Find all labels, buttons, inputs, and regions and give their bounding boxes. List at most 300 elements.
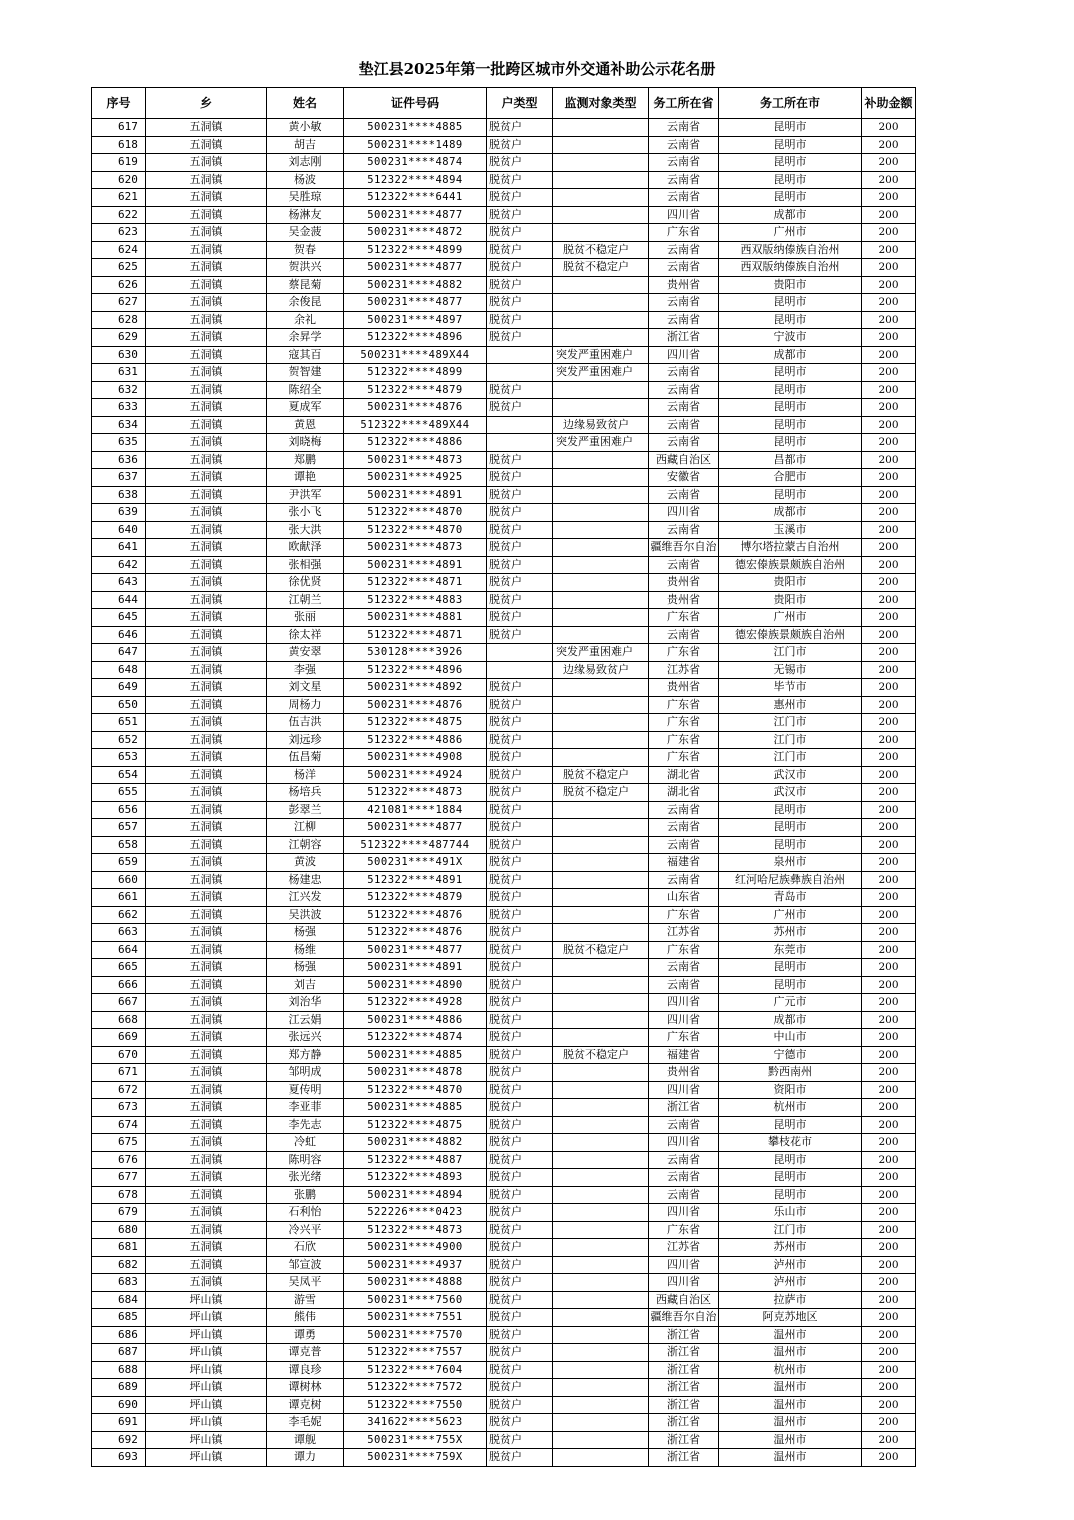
cell-monitor-type bbox=[553, 1186, 649, 1204]
cell-work-province: 云南省 bbox=[649, 136, 719, 154]
cell-work-city: 昌都市 bbox=[719, 451, 862, 469]
cell-amount: 200 bbox=[862, 294, 916, 312]
table-row bbox=[92, 1151, 916, 1169]
cell-household-type: 脱贫户 bbox=[487, 976, 553, 994]
cell-township: 五洞镇 bbox=[146, 941, 267, 959]
table-row bbox=[92, 661, 916, 679]
cell-household-type: 脱贫户 bbox=[487, 1449, 553, 1467]
cell-name: 胡吉 bbox=[267, 136, 344, 154]
table-row bbox=[92, 539, 916, 557]
cell-name: 吴金菠 bbox=[267, 224, 344, 242]
cell-id-number: 500231****4877 bbox=[344, 819, 487, 837]
cell-work-province: 四川省 bbox=[649, 1011, 719, 1029]
cell-work-province: 四川省 bbox=[649, 994, 719, 1012]
cell-amount: 200 bbox=[862, 224, 916, 242]
cell-id-number: 500231****4877 bbox=[344, 206, 487, 224]
table-row bbox=[92, 521, 916, 539]
cell-seq: 643 bbox=[92, 574, 146, 592]
cell-name: 邹明成 bbox=[267, 1064, 344, 1082]
cell-id-number: 530128****3926 bbox=[344, 644, 487, 662]
cell-seq: 687 bbox=[92, 1344, 146, 1362]
cell-work-province: 广东省 bbox=[649, 1029, 719, 1047]
cell-household-type: 脱贫户 bbox=[487, 1221, 553, 1239]
cell-name: 张丽 bbox=[267, 609, 344, 627]
table-row bbox=[92, 679, 916, 697]
cell-seq: 647 bbox=[92, 644, 146, 662]
cell-amount: 200 bbox=[862, 1029, 916, 1047]
cell-household-type: 脱贫户 bbox=[487, 574, 553, 592]
cell-township: 五洞镇 bbox=[146, 486, 267, 504]
cell-name: 谭舰 bbox=[267, 1431, 344, 1449]
cell-work-province: 浙江省 bbox=[649, 1344, 719, 1362]
cell-work-city: 昆明市 bbox=[719, 486, 862, 504]
cell-amount: 200 bbox=[862, 1116, 916, 1134]
cell-work-city: 昆明市 bbox=[719, 136, 862, 154]
cell-amount: 200 bbox=[862, 504, 916, 522]
cell-household-type: 脱贫户 bbox=[487, 906, 553, 924]
cell-amount: 200 bbox=[862, 714, 916, 732]
cell-township: 五洞镇 bbox=[146, 381, 267, 399]
cell-monitor-type bbox=[553, 696, 649, 714]
cell-work-province: 广东省 bbox=[649, 1221, 719, 1239]
cell-seq: 632 bbox=[92, 381, 146, 399]
table-row bbox=[92, 469, 916, 487]
cell-amount: 200 bbox=[862, 1204, 916, 1222]
cell-work-province: 浙江省 bbox=[649, 1361, 719, 1379]
table-row bbox=[92, 906, 916, 924]
cell-township: 五洞镇 bbox=[146, 119, 267, 137]
cell-id-number: 512322****4896 bbox=[344, 329, 487, 347]
cell-id-number: 500231****4877 bbox=[344, 259, 487, 277]
cell-work-city: 广州市 bbox=[719, 906, 862, 924]
cell-township: 坪山镇 bbox=[146, 1291, 267, 1309]
cell-household-type: 脱贫户 bbox=[487, 836, 553, 854]
cell-seq: 679 bbox=[92, 1204, 146, 1222]
cell-seq: 668 bbox=[92, 1011, 146, 1029]
cell-monitor-type: 脱贫不稳定户 bbox=[553, 1046, 649, 1064]
cell-monitor-type: 脱贫不稳定户 bbox=[553, 941, 649, 959]
cell-monitor-type: 边缘易致贫户 bbox=[553, 416, 649, 434]
cell-household-type: 脱贫户 bbox=[487, 1134, 553, 1152]
cell-work-city: 昆明市 bbox=[719, 1151, 862, 1169]
cell-work-province: 云南省 bbox=[649, 959, 719, 977]
cell-name: 李先志 bbox=[267, 1116, 344, 1134]
cell-work-province: 浙江省 bbox=[649, 1449, 719, 1467]
cell-id-number: 500231****4892 bbox=[344, 679, 487, 697]
cell-id-number: 500231****4873 bbox=[344, 539, 487, 557]
cell-amount: 200 bbox=[862, 1379, 916, 1397]
cell-monitor-type bbox=[553, 1379, 649, 1397]
cell-name: 冷兴平 bbox=[267, 1221, 344, 1239]
cell-township: 坪山镇 bbox=[146, 1396, 267, 1414]
cell-name: 江朝兰 bbox=[267, 591, 344, 609]
table-row bbox=[92, 959, 916, 977]
cell-seq: 676 bbox=[92, 1151, 146, 1169]
cell-name: 夏传明 bbox=[267, 1081, 344, 1099]
cell-work-city: 江门市 bbox=[719, 749, 862, 767]
cell-seq: 641 bbox=[92, 539, 146, 557]
table-row bbox=[92, 784, 916, 802]
cell-household-type bbox=[487, 416, 553, 434]
table-row bbox=[92, 1134, 916, 1152]
cell-id-number: 421081****1884 bbox=[344, 801, 487, 819]
cell-household-type: 脱贫户 bbox=[487, 1151, 553, 1169]
cell-monitor-type bbox=[553, 311, 649, 329]
cell-seq: 629 bbox=[92, 329, 146, 347]
cell-work-province: 云南省 bbox=[649, 976, 719, 994]
table-row bbox=[92, 819, 916, 837]
cell-township: 五洞镇 bbox=[146, 416, 267, 434]
cell-household-type: 脱贫户 bbox=[487, 241, 553, 259]
cell-township: 五洞镇 bbox=[146, 714, 267, 732]
cell-household-type: 脱贫户 bbox=[487, 1099, 553, 1117]
cell-seq: 665 bbox=[92, 959, 146, 977]
cell-work-city: 广州市 bbox=[719, 609, 862, 627]
cell-work-city: 昆明市 bbox=[719, 364, 862, 382]
cell-name: 刘远珍 bbox=[267, 731, 344, 749]
cell-work-city: 乐山市 bbox=[719, 1204, 862, 1222]
cell-township: 五洞镇 bbox=[146, 136, 267, 154]
cell-household-type: 脱贫户 bbox=[487, 504, 553, 522]
cell-amount: 200 bbox=[862, 574, 916, 592]
cell-seq: 688 bbox=[92, 1361, 146, 1379]
cell-monitor-type bbox=[553, 1396, 649, 1414]
column-header-work-province: 务工所在省 bbox=[649, 88, 719, 119]
cell-seq: 618 bbox=[92, 136, 146, 154]
cell-work-province: 四川省 bbox=[649, 1274, 719, 1292]
cell-amount: 200 bbox=[862, 941, 916, 959]
cell-id-number: 512322****4886 bbox=[344, 434, 487, 452]
cell-household-type: 脱贫户 bbox=[487, 731, 553, 749]
cell-work-city: 泸州市 bbox=[719, 1274, 862, 1292]
cell-monitor-type bbox=[553, 994, 649, 1012]
cell-work-city: 昆明市 bbox=[719, 1169, 862, 1187]
cell-monitor-type bbox=[553, 889, 649, 907]
table-row bbox=[92, 329, 916, 347]
cell-township: 五洞镇 bbox=[146, 1239, 267, 1257]
cell-id-number: 512322****4871 bbox=[344, 626, 487, 644]
cell-name: 寇其百 bbox=[267, 346, 344, 364]
cell-id-number: 500231****4897 bbox=[344, 311, 487, 329]
table-row bbox=[92, 1396, 916, 1414]
table-row bbox=[92, 749, 916, 767]
cell-name: 黄小敏 bbox=[267, 119, 344, 137]
cell-monitor-type bbox=[553, 1011, 649, 1029]
cell-township: 五洞镇 bbox=[146, 784, 267, 802]
cell-township: 五洞镇 bbox=[146, 1081, 267, 1099]
cell-id-number: 500231****4877 bbox=[344, 294, 487, 312]
cell-monitor-type bbox=[553, 801, 649, 819]
table-row bbox=[92, 1256, 916, 1274]
table-row bbox=[92, 189, 916, 207]
cell-id-number: 512322****4879 bbox=[344, 381, 487, 399]
cell-work-province: 福建省 bbox=[649, 1046, 719, 1064]
cell-id-number: 500231****4925 bbox=[344, 469, 487, 487]
cell-household-type: 脱贫户 bbox=[487, 1011, 553, 1029]
cell-name: 谭艳 bbox=[267, 469, 344, 487]
cell-work-province: 西藏自治区 bbox=[649, 1291, 719, 1309]
cell-seq: 649 bbox=[92, 679, 146, 697]
cell-id-number: 512322****4875 bbox=[344, 1116, 487, 1134]
cell-name: 冷虹 bbox=[267, 1134, 344, 1152]
cell-monitor-type bbox=[553, 1274, 649, 1292]
cell-id-number: 500231****4885 bbox=[344, 119, 487, 137]
cell-amount: 200 bbox=[862, 1361, 916, 1379]
cell-work-city: 玉溪市 bbox=[719, 521, 862, 539]
cell-id-number: 512322****4899 bbox=[344, 364, 487, 382]
cell-seq: 636 bbox=[92, 451, 146, 469]
cell-work-city: 温州市 bbox=[719, 1396, 862, 1414]
cell-amount: 200 bbox=[862, 329, 916, 347]
table-row bbox=[92, 644, 916, 662]
cell-household-type: 脱贫户 bbox=[487, 189, 553, 207]
cell-monitor-type bbox=[553, 976, 649, 994]
cell-name: 余俊昆 bbox=[267, 294, 344, 312]
cell-work-province: 云南省 bbox=[649, 399, 719, 417]
cell-name: 刘晓梅 bbox=[267, 434, 344, 452]
cell-name: 刘治华 bbox=[267, 994, 344, 1012]
cell-work-province: 贵州省 bbox=[649, 276, 719, 294]
cell-work-city: 合肥市 bbox=[719, 469, 862, 487]
cell-work-province: 浙江省 bbox=[649, 329, 719, 347]
table-row bbox=[92, 854, 916, 872]
cell-amount: 200 bbox=[862, 994, 916, 1012]
table-row bbox=[92, 994, 916, 1012]
cell-household-type: 脱贫户 bbox=[487, 626, 553, 644]
table-row bbox=[92, 241, 916, 259]
cell-name: 石欣 bbox=[267, 1239, 344, 1257]
cell-township: 五洞镇 bbox=[146, 1221, 267, 1239]
cell-monitor-type bbox=[553, 521, 649, 539]
cell-name: 尹洪军 bbox=[267, 486, 344, 504]
cell-work-province: 江苏省 bbox=[649, 924, 719, 942]
cell-seq: 677 bbox=[92, 1169, 146, 1187]
cell-work-city: 昆明市 bbox=[719, 819, 862, 837]
cell-township: 五洞镇 bbox=[146, 276, 267, 294]
cell-work-province: 云南省 bbox=[649, 871, 719, 889]
table-row bbox=[92, 1361, 916, 1379]
cell-monitor-type: 突发严重困难户 bbox=[553, 346, 649, 364]
cell-work-city: 宁德市 bbox=[719, 1046, 862, 1064]
cell-household-type: 脱贫户 bbox=[487, 1064, 553, 1082]
cell-id-number: 500231****4873 bbox=[344, 451, 487, 469]
cell-work-city: 昆明市 bbox=[719, 154, 862, 172]
cell-name: 周杨力 bbox=[267, 696, 344, 714]
cell-household-type: 脱贫户 bbox=[487, 1186, 553, 1204]
cell-work-province: 广东省 bbox=[649, 731, 719, 749]
cell-work-province: 云南省 bbox=[649, 1151, 719, 1169]
cell-monitor-type bbox=[553, 1029, 649, 1047]
cell-work-province: 云南省 bbox=[649, 486, 719, 504]
cell-amount: 200 bbox=[862, 381, 916, 399]
cell-amount: 200 bbox=[862, 959, 916, 977]
cell-monitor-type: 突发严重困难户 bbox=[553, 434, 649, 452]
table-row bbox=[92, 119, 916, 137]
cell-name: 江云娟 bbox=[267, 1011, 344, 1029]
cell-seq: 638 bbox=[92, 486, 146, 504]
table-row bbox=[92, 346, 916, 364]
cell-amount: 200 bbox=[862, 1151, 916, 1169]
cell-work-city: 博尔塔拉蒙古自治州 bbox=[719, 539, 862, 557]
cell-id-number: 500231****4888 bbox=[344, 1274, 487, 1292]
cell-amount: 200 bbox=[862, 906, 916, 924]
cell-name: 李强 bbox=[267, 661, 344, 679]
cell-household-type: 脱贫户 bbox=[487, 451, 553, 469]
cell-monitor-type bbox=[553, 136, 649, 154]
cell-work-province: 浙江省 bbox=[649, 1396, 719, 1414]
table-row bbox=[92, 206, 916, 224]
cell-township: 坪山镇 bbox=[146, 1326, 267, 1344]
cell-household-type: 脱贫户 bbox=[487, 1029, 553, 1047]
cell-household-type bbox=[487, 644, 553, 662]
cell-household-type: 脱贫户 bbox=[487, 521, 553, 539]
cell-work-city: 温州市 bbox=[719, 1414, 862, 1432]
cell-seq: 693 bbox=[92, 1449, 146, 1467]
cell-amount: 200 bbox=[862, 854, 916, 872]
cell-name: 邹宣波 bbox=[267, 1256, 344, 1274]
cell-household-type: 脱贫户 bbox=[487, 276, 553, 294]
cell-work-city: 江门市 bbox=[719, 731, 862, 749]
cell-id-number: 512322****4876 bbox=[344, 924, 487, 942]
cell-id-number: 512322****4896 bbox=[344, 661, 487, 679]
cell-household-type: 脱贫户 bbox=[487, 749, 553, 767]
cell-monitor-type bbox=[553, 171, 649, 189]
cell-name: 游雪 bbox=[267, 1291, 344, 1309]
cell-monitor-type bbox=[553, 1169, 649, 1187]
cell-name: 江兴发 bbox=[267, 889, 344, 907]
cell-work-province: 云南省 bbox=[649, 836, 719, 854]
cell-township: 五洞镇 bbox=[146, 346, 267, 364]
cell-township: 五洞镇 bbox=[146, 906, 267, 924]
cell-monitor-type bbox=[553, 836, 649, 854]
cell-seq: 664 bbox=[92, 941, 146, 959]
cell-work-province: 广东省 bbox=[649, 906, 719, 924]
cell-amount: 200 bbox=[862, 1186, 916, 1204]
cell-household-type: 脱贫户 bbox=[487, 766, 553, 784]
cell-seq: 683 bbox=[92, 1274, 146, 1292]
cell-amount: 200 bbox=[862, 311, 916, 329]
table-row bbox=[92, 434, 916, 452]
cell-id-number: 500231****1489 bbox=[344, 136, 487, 154]
cell-name: 张相强 bbox=[267, 556, 344, 574]
cell-work-province: 云南省 bbox=[649, 294, 719, 312]
cell-monitor-type bbox=[553, 556, 649, 574]
cell-monitor-type bbox=[553, 504, 649, 522]
cell-township: 五洞镇 bbox=[146, 696, 267, 714]
cell-amount: 200 bbox=[862, 346, 916, 364]
cell-monitor-type bbox=[553, 924, 649, 942]
cell-monitor-type bbox=[553, 906, 649, 924]
cell-work-city: 温州市 bbox=[719, 1326, 862, 1344]
cell-id-number: 500231****4891 bbox=[344, 556, 487, 574]
cell-amount: 200 bbox=[862, 871, 916, 889]
cell-township: 五洞镇 bbox=[146, 609, 267, 627]
cell-name: 黄波 bbox=[267, 854, 344, 872]
cell-seq: 651 bbox=[92, 714, 146, 732]
table-row bbox=[92, 311, 916, 329]
cell-amount: 200 bbox=[862, 1256, 916, 1274]
cell-amount: 200 bbox=[862, 1274, 916, 1292]
cell-household-type: 脱贫户 bbox=[487, 1431, 553, 1449]
cell-work-province: 江苏省 bbox=[649, 1239, 719, 1257]
cell-work-city: 杭州市 bbox=[719, 1099, 862, 1117]
cell-work-city: 广州市 bbox=[719, 224, 862, 242]
cell-monitor-type bbox=[553, 1151, 649, 1169]
cell-amount: 200 bbox=[862, 976, 916, 994]
cell-amount: 200 bbox=[862, 1064, 916, 1082]
cell-work-province: 云南省 bbox=[649, 801, 719, 819]
cell-seq: 653 bbox=[92, 749, 146, 767]
cell-amount: 200 bbox=[862, 749, 916, 767]
cell-household-type: 脱贫户 bbox=[487, 329, 553, 347]
cell-monitor-type bbox=[553, 1326, 649, 1344]
table-row bbox=[92, 1116, 916, 1134]
cell-township: 五洞镇 bbox=[146, 311, 267, 329]
cell-household-type: 脱贫户 bbox=[487, 1046, 553, 1064]
cell-township: 五洞镇 bbox=[146, 1169, 267, 1187]
cell-name: 徐太祥 bbox=[267, 626, 344, 644]
cell-amount: 200 bbox=[862, 801, 916, 819]
table-row bbox=[92, 416, 916, 434]
cell-work-province: 云南省 bbox=[649, 259, 719, 277]
table-row bbox=[92, 889, 916, 907]
cell-amount: 200 bbox=[862, 521, 916, 539]
cell-seq: 627 bbox=[92, 294, 146, 312]
table-row bbox=[92, 1431, 916, 1449]
cell-household-type: 脱贫户 bbox=[487, 1116, 553, 1134]
cell-seq: 623 bbox=[92, 224, 146, 242]
cell-id-number: 522226****0423 bbox=[344, 1204, 487, 1222]
table-row bbox=[92, 1099, 916, 1117]
cell-amount: 200 bbox=[862, 259, 916, 277]
cell-township: 五洞镇 bbox=[146, 1029, 267, 1047]
cell-work-city: 青岛市 bbox=[719, 889, 862, 907]
cell-household-type: 脱贫户 bbox=[487, 1081, 553, 1099]
cell-township: 五洞镇 bbox=[146, 626, 267, 644]
cell-amount: 200 bbox=[862, 924, 916, 942]
cell-township: 五洞镇 bbox=[146, 556, 267, 574]
cell-household-type: 脱贫户 bbox=[487, 1414, 553, 1432]
cell-id-number: 500231****4882 bbox=[344, 276, 487, 294]
cell-id-number: 500231****7551 bbox=[344, 1309, 487, 1327]
cell-name: 郑方静 bbox=[267, 1046, 344, 1064]
table-row bbox=[92, 941, 916, 959]
cell-monitor-type: 脱贫不稳定户 bbox=[553, 784, 649, 802]
cell-name: 谭树林 bbox=[267, 1379, 344, 1397]
cell-seq: 622 bbox=[92, 206, 146, 224]
cell-work-province: 浙江省 bbox=[649, 1099, 719, 1117]
cell-name: 彭翠兰 bbox=[267, 801, 344, 819]
cell-township: 五洞镇 bbox=[146, 801, 267, 819]
cell-seq: 655 bbox=[92, 784, 146, 802]
cell-name: 江朝容 bbox=[267, 836, 344, 854]
cell-id-number: 512322****4870 bbox=[344, 521, 487, 539]
cell-id-number: 512322****6441 bbox=[344, 189, 487, 207]
table-row bbox=[92, 1291, 916, 1309]
cell-monitor-type bbox=[553, 119, 649, 137]
cell-seq: 621 bbox=[92, 189, 146, 207]
cell-seq: 686 bbox=[92, 1326, 146, 1344]
cell-name: 张大洪 bbox=[267, 521, 344, 539]
table-row bbox=[92, 224, 916, 242]
cell-amount: 200 bbox=[862, 889, 916, 907]
cell-household-type: 脱贫户 bbox=[487, 784, 553, 802]
cell-monitor-type bbox=[553, 1449, 649, 1467]
cell-township: 五洞镇 bbox=[146, 171, 267, 189]
cell-name: 徐优贤 bbox=[267, 574, 344, 592]
cell-work-province: 云南省 bbox=[649, 556, 719, 574]
cell-monitor-type bbox=[553, 749, 649, 767]
